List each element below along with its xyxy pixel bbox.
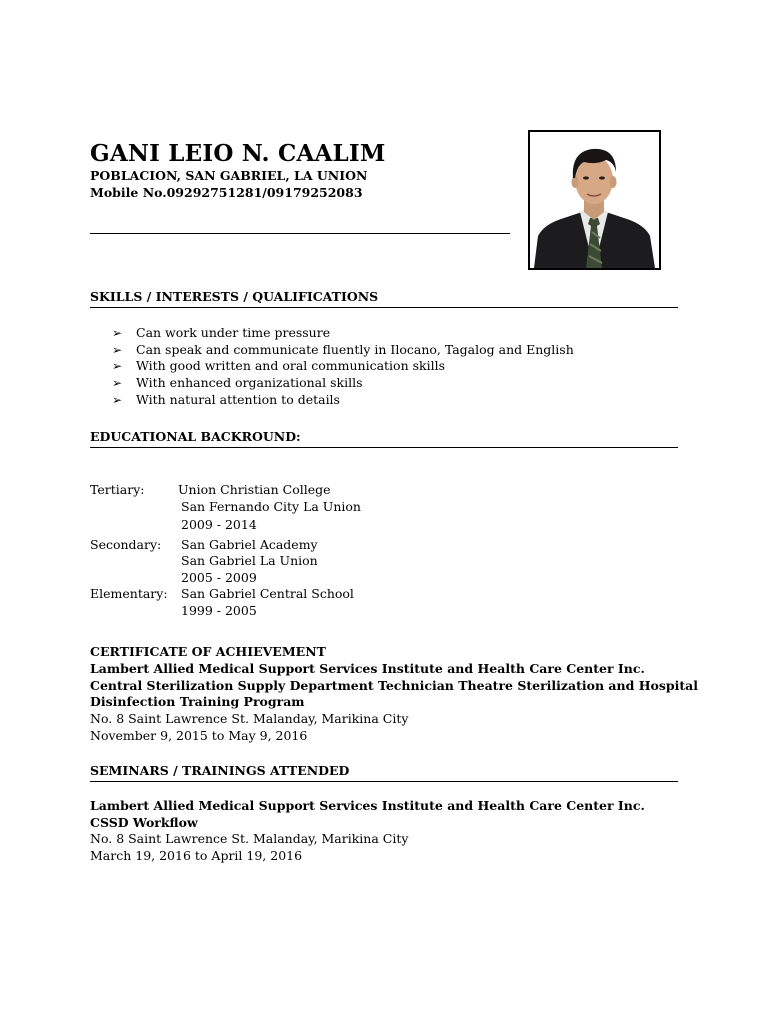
seminar-dates: March 19, 2016 to April 19, 2016: [90, 848, 303, 863]
certificate-title: CERTIFICATE OF ACHIEVEMENT: [90, 644, 326, 659]
secondary-school: San Gabriel Academy: [181, 537, 318, 552]
tertiary-label: Tertiary:: [90, 482, 145, 497]
tertiary-years: 2009 - 2014: [181, 517, 257, 532]
applicant-name: GANI LEIO N. CAALIM: [90, 140, 386, 167]
list-item: ➢ With enhanced organizational skills: [112, 375, 363, 391]
profile-photo: [528, 130, 661, 270]
address: POBLACION, SAN GABRIEL, LA UNION: [90, 168, 368, 183]
list-item: ➢ Can work under time pressure: [112, 325, 331, 340]
secondary-location: San Gabriel La Union: [181, 553, 318, 568]
seminar-institution: Lambert Allied Medical Support Services Institute and Health Care Center Inc.: [90, 798, 645, 813]
person-photo-illustration: [530, 132, 659, 268]
certificate-dates: November 9, 2015 to May 9, 2016: [90, 728, 308, 743]
seminar-course: CSSD Workflow: [90, 815, 198, 830]
education-divider: [90, 447, 678, 448]
elementary-label: Elementary:: [90, 586, 168, 601]
seminars-section-title: SEMINARS / TRAININGS ATTENDED: [90, 763, 350, 778]
list-item: ➢ Can speak and communicate fluently in Ilocano, Tagalog and English: [112, 341, 574, 357]
list-item: ➢ With natural attention to details: [112, 391, 340, 407]
secondary-years: 2005 - 2009: [181, 570, 257, 585]
seminar-address: No. 8 Saint Lawrence St. Malanday, Marikina City: [90, 831, 409, 846]
arrow-bullet-icon: ➢: [112, 326, 123, 340]
tertiary-school: Union Christian College: [178, 482, 331, 497]
arrow-bullet-icon: ➢: [112, 376, 123, 391]
skills-divider: [90, 307, 678, 308]
education-section-title: EDUCATIONAL BACKROUND:: [90, 429, 301, 444]
certificate-program-line2: Disinfection Training Program: [90, 694, 305, 709]
secondary-label: Secondary:: [90, 537, 162, 552]
seminars-divider: [90, 781, 678, 782]
mobile-number: Mobile No.09292751281/09179252083: [90, 185, 363, 200]
header-divider: [90, 233, 510, 234]
tertiary-location: San Fernando City La Union: [181, 499, 361, 514]
elementary-school: San Gabriel Central School: [181, 586, 354, 601]
skills-list: [112, 325, 574, 408]
arrow-bullet-icon: ➢: [112, 392, 123, 407]
list-item: ➢ With good written and oral communication skills: [112, 358, 445, 374]
arrow-bullet-icon: ➢: [112, 342, 123, 357]
skills-section-title: SKILLS / INTERESTS / QUALIFICATIONS: [90, 289, 379, 304]
certificate-address: No. 8 Saint Lawrence St. Malanday, Marikina City: [90, 711, 409, 726]
elementary-years: 1999 - 2005: [181, 603, 257, 618]
arrow-bullet-icon: ➢: [112, 359, 123, 374]
certificate-program-line1: Central Sterilization Supply Department Technician Theatre Sterilization and Hospital: [90, 678, 698, 693]
certificate-institution: Lambert Allied Medical Support Services Institute and Health Care Center Inc.: [90, 661, 645, 676]
